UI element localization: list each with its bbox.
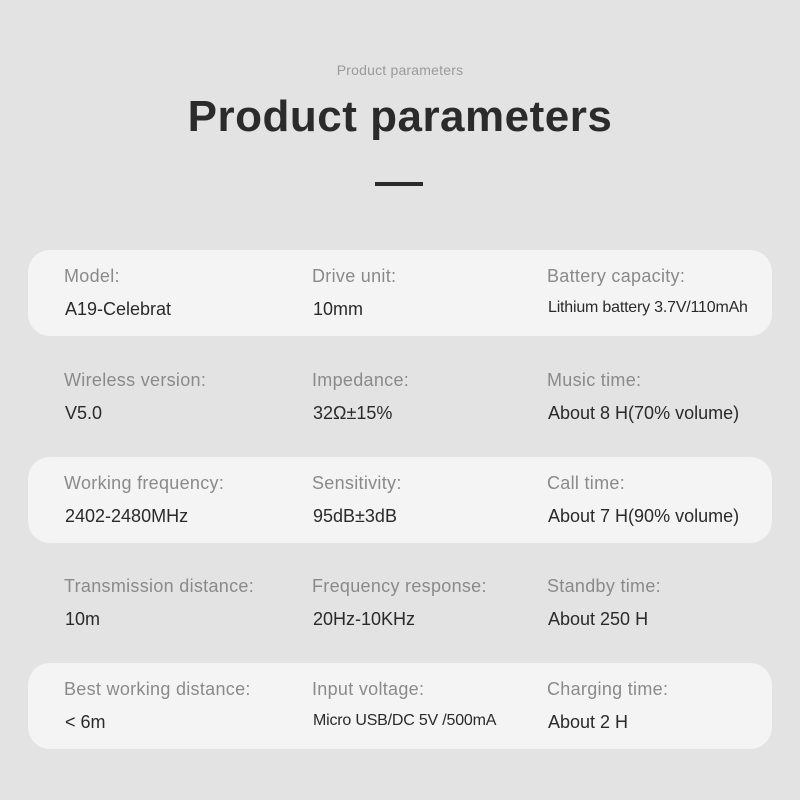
spec-row-4 <box>28 560 772 646</box>
spec-value: 10mm <box>313 299 364 319</box>
spec-value: 95dB±3dB <box>313 506 397 526</box>
spec-label: Transmission distance: <box>64 576 255 596</box>
spec-value: About 2 H <box>548 712 629 732</box>
spec-label: Best working distance: <box>64 679 251 699</box>
spec-label: Battery capacity: <box>547 266 686 286</box>
spec-value: 2402-2480MHz <box>65 506 189 526</box>
spec-row-1 <box>28 250 772 336</box>
spec-value: A19-Celebrat <box>65 299 172 319</box>
spec-value: 32Ω±15% <box>313 403 393 423</box>
page-title: Product parameters <box>187 92 613 141</box>
spec-row-5 <box>28 663 772 749</box>
spec-row-2 <box>28 354 772 440</box>
spec-label: Wireless version: <box>64 370 207 390</box>
spec-label: Input voltage: <box>312 679 425 699</box>
spec-value: Micro USB/DC 5V /500mA <box>313 712 497 729</box>
spec-label: Model: <box>64 266 120 286</box>
spec-value: V5.0 <box>65 403 103 423</box>
spec-label: Standby time: <box>547 576 661 596</box>
spec-label: Frequency response: <box>312 576 487 596</box>
spec-label: Call time: <box>547 473 626 493</box>
spec-label: Drive unit: <box>312 266 397 286</box>
spec-value: 20Hz-10KHz <box>313 609 416 629</box>
spec-row-3 <box>28 457 772 543</box>
spec-label: Impedance: <box>312 370 410 390</box>
spec-label: Charging time: <box>547 679 669 699</box>
spec-value: < 6m <box>65 712 106 732</box>
spec-value: About 250 H <box>548 609 649 629</box>
spec-label: Music time: <box>547 370 642 390</box>
spec-value: About 7 H(90% volume) <box>548 506 740 526</box>
spec-value: About 8 H(70% volume) <box>548 403 740 423</box>
spec-label: Working frequency: <box>64 473 225 493</box>
spec-value: 10m <box>65 609 101 629</box>
spec-label: Sensitivity: <box>312 473 402 493</box>
page-subtitle: Product parameters <box>336 62 464 78</box>
spec-value: Lithium battery 3.7V/110mAh <box>548 299 748 316</box>
title-divider <box>375 182 423 186</box>
